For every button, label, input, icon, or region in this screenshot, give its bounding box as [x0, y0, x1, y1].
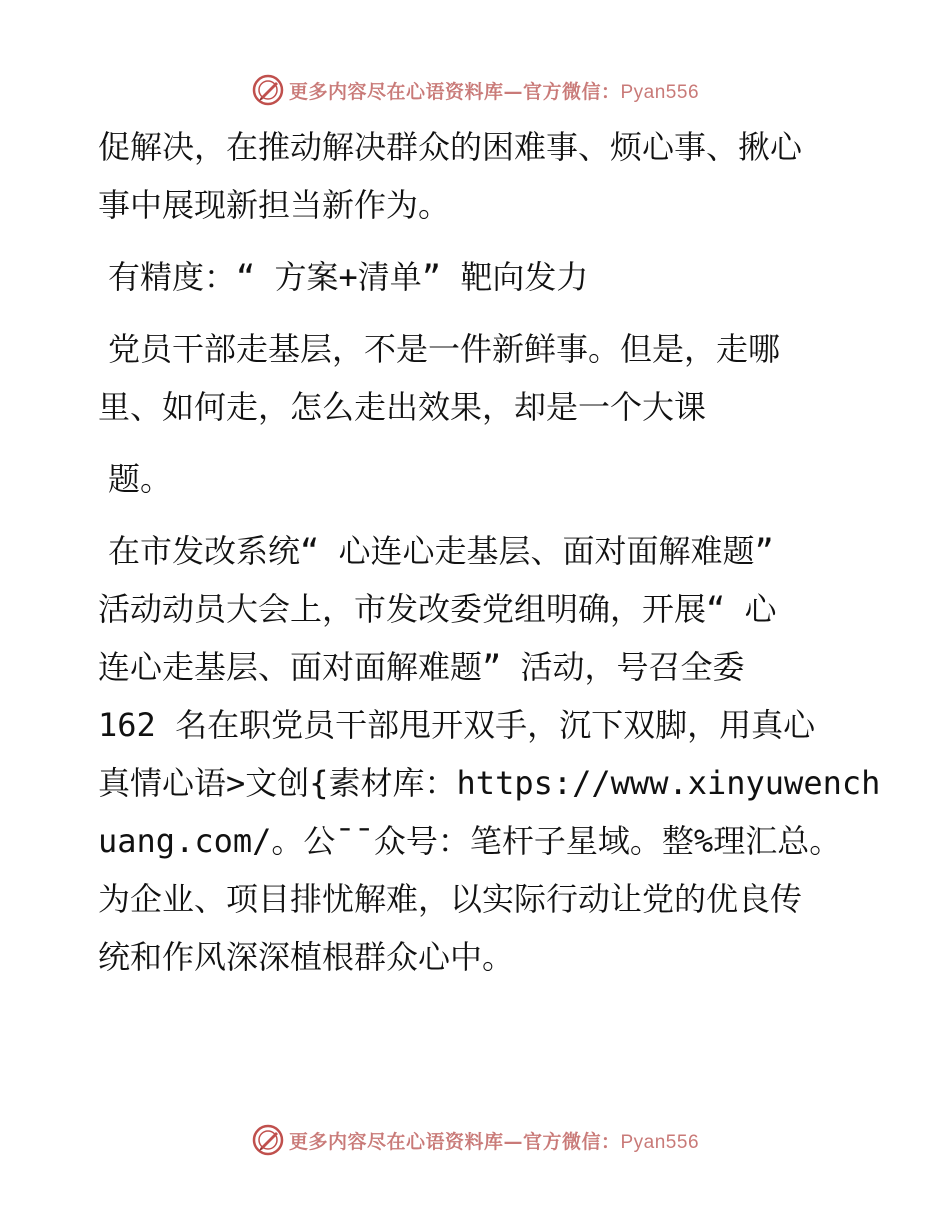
document-body — [98, 118, 881, 986]
banner-text: 更多内容尽在心语资料库—官方微信：Pyan556 — [288, 80, 700, 103]
paragraph-line: 连心走基层、面对面解难题” 活动，号召全委 — [98, 648, 745, 686]
paragraph-line: uang.com/。公¯¯众号：笔杆子星域。整%理汇总。 — [98, 822, 842, 860]
paragraph-line: 为企业、项目排忧解难，以实际行动让党的优良传 — [98, 880, 803, 918]
paragraph-line: 题。 — [108, 460, 173, 498]
paragraph-line: 里、如何走，怎么走出效果，却是一个大课 — [98, 388, 707, 426]
paragraph-line: 统和作风深深植根群众心中。 — [98, 938, 515, 976]
paragraph-line: 在市发改系统“ 心连心走基层、面对面解难题” — [108, 532, 774, 570]
header-banner — [0, 70, 950, 110]
footer-banner — [0, 1120, 950, 1160]
wechat-handle: Pyan556 — [620, 81, 700, 103]
pen-logo-icon — [251, 1123, 285, 1157]
paragraph-line: 162 名在职党员干部甩开双手，沉下双脚，用真心 — [98, 706, 816, 744]
section-heading: 有精度：“ 方案+清单” 靶向发力 — [108, 258, 589, 296]
paragraph-line: 党员干部走基层，不是一件新鲜事。但是，走哪 — [108, 330, 781, 368]
wechat-handle: Pyan556 — [620, 1131, 700, 1153]
paragraph-line: 真情心语>文创{素材库：https://www.xinyuwench — [98, 764, 881, 802]
paragraph-line: 事中展现新担当新作为。 — [98, 186, 451, 224]
banner-text: 更多内容尽在心语资料库—官方微信：Pyan556 — [288, 1130, 700, 1153]
paragraph-line: 活动动员大会上，市发改委党组明确，开展“ 心 — [98, 590, 777, 628]
paragraph-line: 促解决，在推动解决群众的困难事、烦心事、揪心 — [98, 128, 803, 166]
pen-logo-icon — [251, 73, 285, 107]
